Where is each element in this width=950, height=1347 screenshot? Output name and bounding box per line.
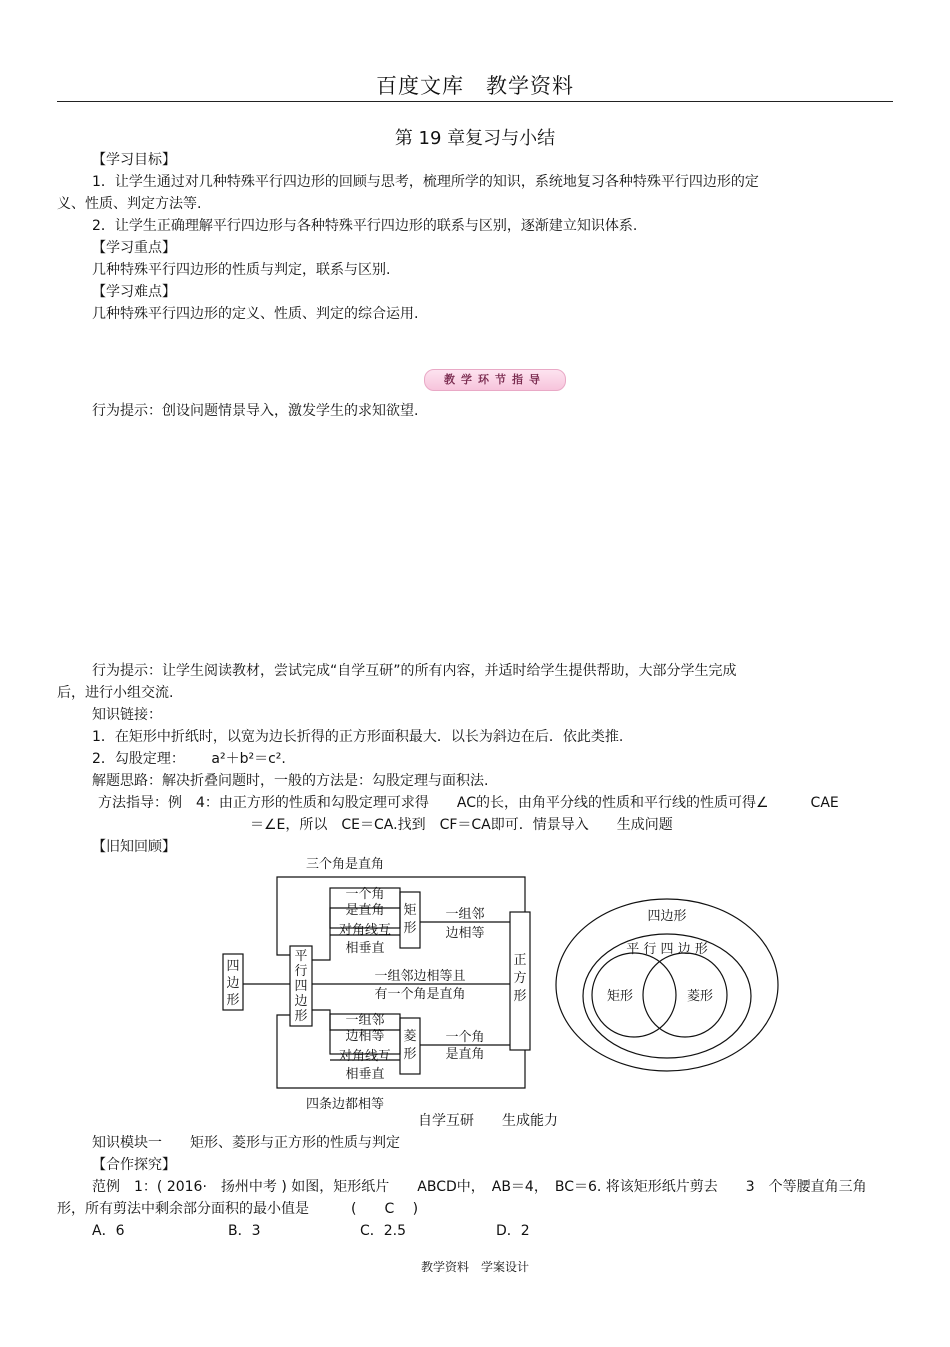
venn-diagram bbox=[552, 896, 782, 1074]
venn-label-quadrilateral: 四边形 bbox=[647, 909, 687, 924]
rect-condition-angle bbox=[345, 887, 384, 918]
behavior-hint-2-line-1: 行为提示：让学生阅读教材，尝试完成“自学互研”的所有内容，并适时给学生提供帮助，大部分学生完成 bbox=[92, 663, 737, 679]
svg-text:边相等: 边相等 bbox=[345, 1029, 385, 1044]
rect-condition-diagonals bbox=[339, 922, 391, 956]
header-rule bbox=[57, 101, 893, 102]
svg-text:一组邻边相等且: 一组邻边相等且 bbox=[374, 969, 466, 984]
svg-text:菱: 菱 bbox=[403, 1029, 417, 1044]
concept-flow-diagram bbox=[215, 850, 545, 1115]
method-guide-line-2: ＝∠E，所以 CE＝CA.找到 CF＝CA即可．情景导入 生成问题 bbox=[250, 817, 673, 833]
rhombus-to-square-condition bbox=[445, 1030, 484, 1062]
svg-text:边: 边 bbox=[226, 976, 240, 991]
key-text: 几种特殊平行四边形的性质与判定，联系与区别. bbox=[92, 262, 391, 278]
page-footer: 教学资料 学案设计 bbox=[420, 1260, 529, 1274]
svg-text:边相等: 边相等 bbox=[445, 926, 485, 941]
svg-text:一组邻: 一组邻 bbox=[345, 1013, 385, 1028]
svg-text:有一个角是直角: 有一个角是直角 bbox=[374, 987, 466, 1002]
rhombus-condition-diagonals bbox=[339, 1048, 391, 1082]
venn-rectangle-circle bbox=[592, 953, 676, 1037]
rectangle-box bbox=[400, 892, 420, 948]
page-title: 第 19 章复习与小结 bbox=[394, 128, 556, 149]
goal-1-line-1: 1．让学生通过对几种特殊平行四边形的回顾与思考，梳理所学的知识，系统地复习各种特殊平行四边形的定 bbox=[92, 174, 759, 190]
venn-rhombus-circle bbox=[643, 953, 727, 1037]
svg-text:形: 形 bbox=[226, 993, 240, 1008]
goal-1-line-2: 义、性质、判定方法等. bbox=[57, 196, 202, 212]
svg-text:矩: 矩 bbox=[403, 903, 417, 918]
knowledge-link-heading: 知识链接： bbox=[92, 707, 162, 723]
svg-text:形: 形 bbox=[403, 921, 417, 936]
knowledge-link-2 bbox=[92, 750, 286, 768]
behavior-hint-2-line-2: 后，进行小组交流. bbox=[57, 685, 174, 701]
svg-text:平: 平 bbox=[294, 949, 308, 964]
svg-text:正: 正 bbox=[513, 953, 527, 968]
venn-label-rectangle: 矩形 bbox=[606, 989, 634, 1004]
teaching-guide-banner: 教学环节指导 bbox=[424, 369, 566, 391]
goal-2: 2．让学生正确理解平行四边形与各种特殊平行四边形的联系与区别，逐渐建立知识体系. bbox=[92, 218, 638, 234]
svg-text:形: 形 bbox=[513, 989, 527, 1004]
svg-text:一个角: 一个角 bbox=[445, 1030, 485, 1045]
svg-text:对角线互: 对角线互 bbox=[338, 923, 392, 938]
svg-text:相垂直: 相垂直 bbox=[345, 941, 385, 956]
quadrilateral-label bbox=[226, 959, 239, 1008]
example-line-1: 范例 1：( 2016· 扬州中考 ) 如图，矩形纸片 ABCD中， AB＝4， BC＝6. 将该矩形纸片剪去 3 个等腰直角三角 bbox=[92, 1179, 867, 1195]
svg-text:形: 形 bbox=[403, 1047, 417, 1062]
option-c: C．2.5 bbox=[360, 1223, 407, 1239]
svg-text:一个角: 一个角 bbox=[345, 887, 385, 902]
goal-heading: 【学习目标】 bbox=[92, 152, 176, 168]
difficulty-heading: 【学习难点】 bbox=[92, 284, 176, 300]
svg-text:对角线互: 对角线互 bbox=[338, 1049, 392, 1064]
svg-text:边: 边 bbox=[294, 994, 308, 1009]
rhombus-condition-sides bbox=[345, 1012, 384, 1044]
rhombus-box bbox=[400, 1018, 420, 1074]
venn-label-parallelogram: 平 行 四 边 形 bbox=[626, 942, 708, 957]
venn-label-rhombus: 菱形 bbox=[686, 989, 714, 1004]
option-d: D．2 bbox=[496, 1223, 530, 1239]
example-line-2: 形，所有剪法中剩余部分面积的最小值是 ( C ) bbox=[57, 1201, 419, 1217]
knowledge-link-1: 1．在矩形中折纸时，以宽为边长折得的正方形面积最大．以长为斜边在后．依此类推. bbox=[92, 729, 624, 745]
option-a: A．6 bbox=[92, 1223, 125, 1239]
svg-text:相垂直: 相垂直 bbox=[345, 1067, 385, 1082]
svg-text:形: 形 bbox=[294, 1009, 308, 1024]
review-heading: 【旧知回顾】 bbox=[92, 839, 176, 855]
rectangle-label bbox=[403, 903, 416, 936]
svg-text:行: 行 bbox=[294, 964, 308, 979]
self-study-heading: 自学互研 生成能力 bbox=[418, 1113, 558, 1129]
square-label bbox=[513, 953, 526, 1004]
pythagoras-label: 2．勾股定理： bbox=[92, 751, 185, 767]
rect-to-square-condition bbox=[445, 906, 484, 941]
label-three-right-angles: 三个角是直角 bbox=[305, 857, 385, 872]
rhombus-label bbox=[403, 1028, 416, 1062]
page-header: 百度文库 教学资料 bbox=[376, 74, 574, 98]
para-to-square-condition bbox=[374, 968, 465, 1002]
venn-quadrilateral-ellipse bbox=[556, 899, 778, 1071]
svg-text:是直角: 是直角 bbox=[345, 903, 385, 918]
knowledge-module-heading: 知识模块一 矩形、菱形与正方形的性质与判定 bbox=[92, 1135, 400, 1151]
behavior-hint-1: 行为提示：创设问题情景导入，激发学生的求知欲望. bbox=[92, 403, 419, 419]
svg-text:一组邻: 一组邻 bbox=[445, 907, 485, 922]
label-four-equal-sides: 四条边都相等 bbox=[305, 1097, 385, 1112]
svg-text:四: 四 bbox=[226, 959, 240, 974]
method-guide-line-1: 方法指导：例 4：由正方形的性质和勾股定理可求得 AC的长，由角平分线的性质和平行线的性质可得∠ CAE bbox=[98, 795, 839, 811]
svg-text:是直角: 是直角 bbox=[445, 1047, 485, 1062]
pythagoras-formula: a²＋b²＝c². bbox=[211, 751, 286, 767]
parallelogram-label bbox=[294, 949, 307, 1024]
cooperation-heading: 【合作探究】 bbox=[92, 1157, 176, 1173]
key-heading: 【学习重点】 bbox=[92, 240, 176, 256]
svg-text:方: 方 bbox=[513, 971, 527, 986]
difficulty-text: 几种特殊平行四边形的定义、性质、判定的综合运用. bbox=[92, 306, 419, 322]
svg-text:四: 四 bbox=[294, 979, 308, 994]
solving-idea: 解题思路：解决折叠问题时，一般的方法是：勾股定理与面积法. bbox=[92, 773, 489, 789]
option-b: B．3 bbox=[228, 1223, 261, 1239]
